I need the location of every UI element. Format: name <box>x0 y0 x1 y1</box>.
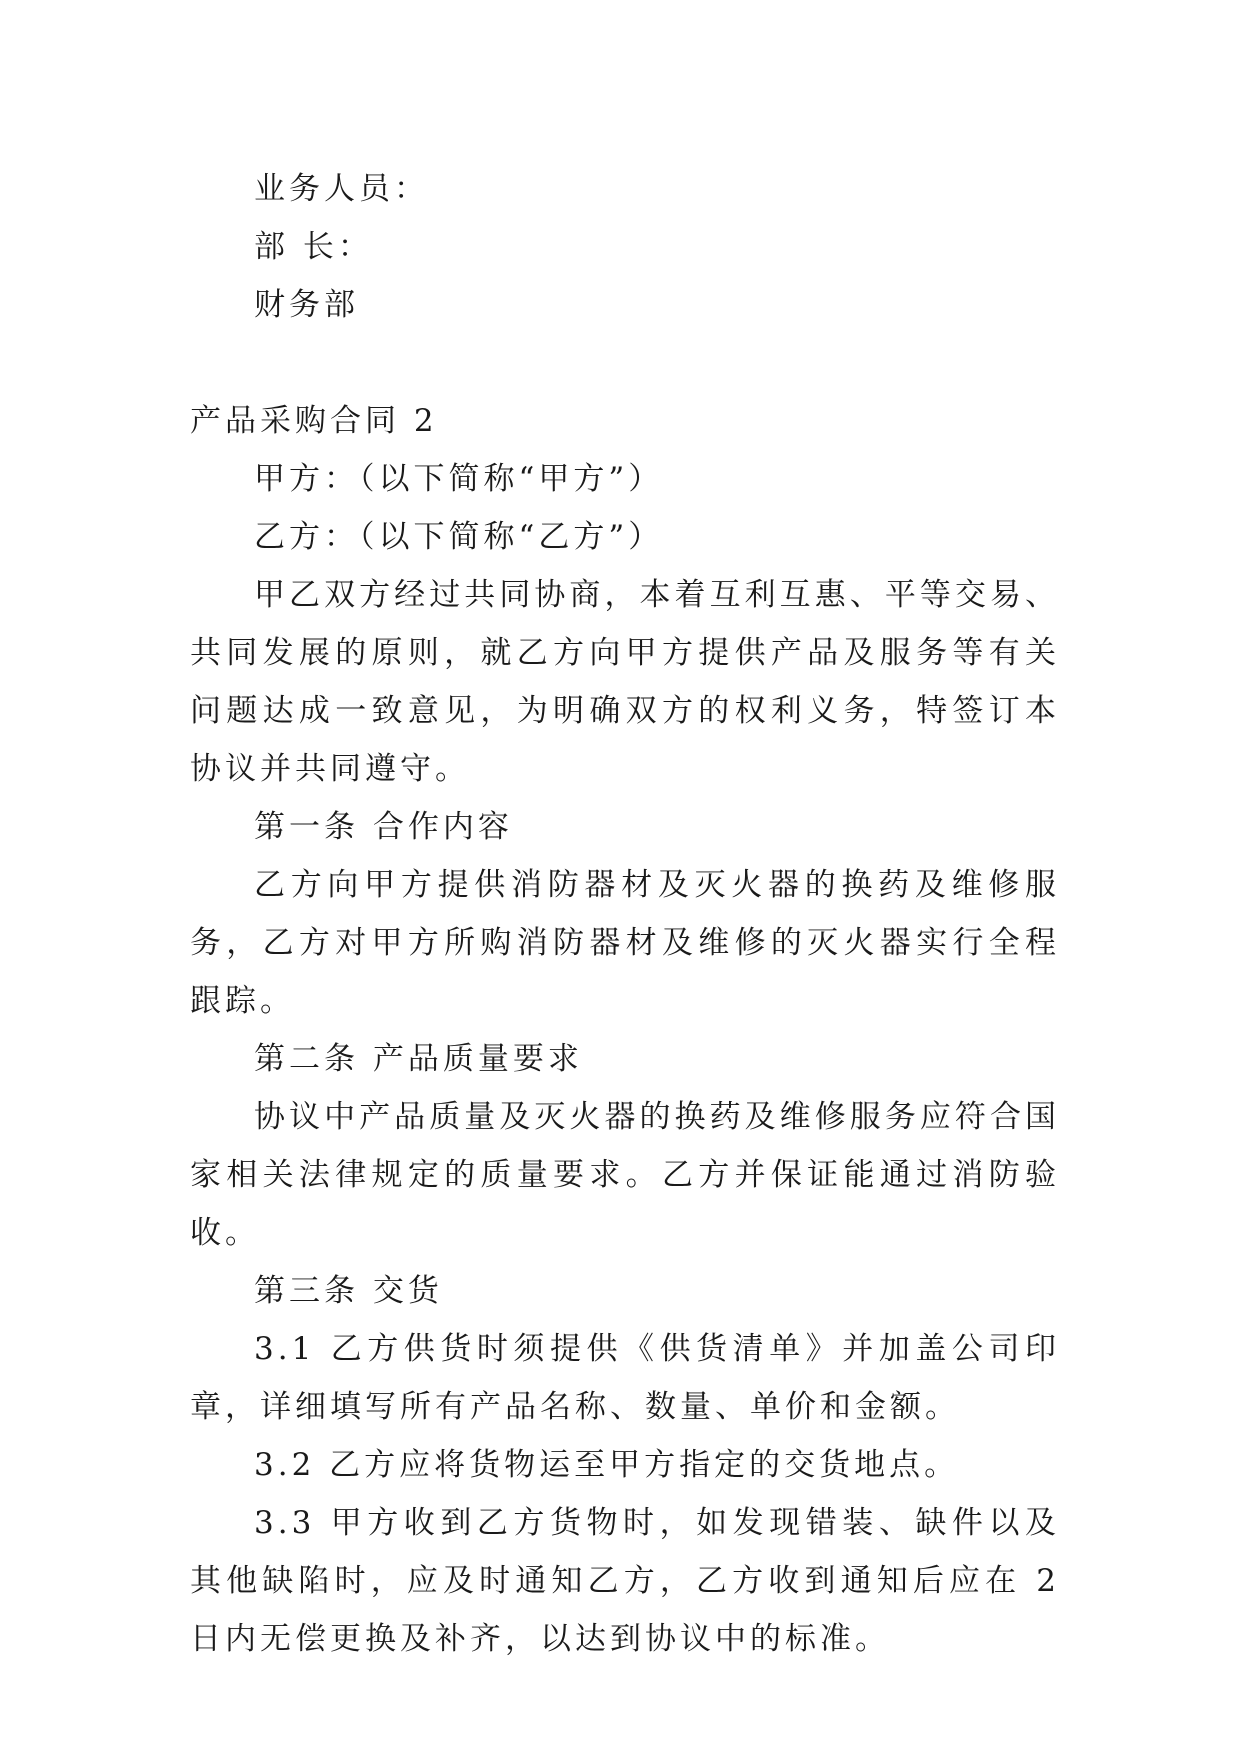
section-gap <box>190 334 1060 392</box>
document-body <box>190 160 1060 1668</box>
party-a: 甲方：（以下简称“甲方”） <box>254 461 664 497</box>
preamble-paragraph: 甲乙双方经过共同协商，本着互利互惠、平等交易、共同发展的原则，就乙方向甲方提供产品及服务等有关问题达成一致意见，为明确双方的权利义务，特签订本协议并共同遵守。 <box>190 577 1060 787</box>
signature-minister: 部 长： <box>254 229 373 265</box>
party-b: 乙方：（以下简称“乙方”） <box>254 519 664 555</box>
article1-body: 乙方向甲方提供消防器材及灭火器的换药及维修服务，乙方对甲方所购消防器材及维修的灭火器实行全程跟踪。 <box>190 867 1060 1019</box>
clause-3-2: 3.2 乙方应将货物运至甲方指定的交货地点。 <box>254 1447 960 1483</box>
article1-title: 第一条 合作内容 <box>254 809 513 845</box>
contract-title: 产品采购合同 2 <box>190 403 438 439</box>
article2-body: 协议中产品质量及灭火器的换药及维修服务应符合国家相关法律规定的质量要求。乙方并保证能通过消防验收。 <box>190 1099 1060 1251</box>
signature-salesperson: 业务人员： <box>254 171 429 207</box>
article2-title: 第二条 产品质量要求 <box>254 1041 583 1077</box>
clause-3-3: 3.3 甲方收到乙方货物时，如发现错装、缺件以及其他缺陷时，应及时通知乙方，乙方收到通知后应在 2 日内无偿更换及补齐，以达到协议中的标准。 <box>190 1505 1060 1657</box>
signature-finance: 财务部 <box>254 287 359 323</box>
clause-3-1: 3.1 乙方供货时须提供《供货清单》并加盖公司印章，详细填写所有产品名称、数量、单价和金额。 <box>190 1331 1060 1425</box>
article3-title: 第三条 交货 <box>254 1273 443 1309</box>
